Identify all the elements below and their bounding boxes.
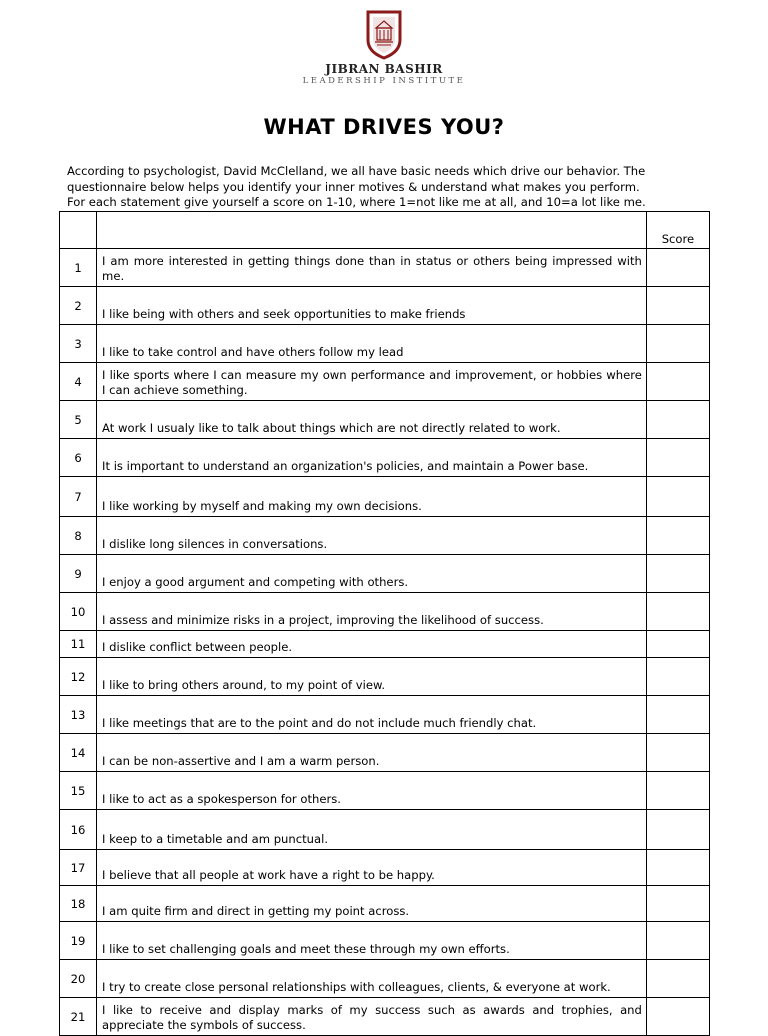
row-number: 3 xyxy=(60,325,97,363)
score-cell[interactable] xyxy=(646,631,709,658)
table-row xyxy=(60,960,710,998)
row-statement: I dislike long silences in conversations. xyxy=(97,517,647,555)
table-row xyxy=(60,658,710,696)
table-row xyxy=(60,249,710,287)
table-row xyxy=(60,325,710,363)
score-cell[interactable] xyxy=(646,772,709,810)
score-cell[interactable] xyxy=(646,363,709,401)
table-row xyxy=(60,810,710,850)
row-statement: It is important to understand an organization's policies, and maintain a Power base. xyxy=(97,439,647,477)
row-number: 10 xyxy=(60,593,97,631)
score-cell[interactable] xyxy=(646,998,709,1036)
row-statement: I like sports where I can measure my own performance and improvement, or hobbies where I can achieve something. xyxy=(97,363,647,401)
row-statement: I like to receive and display marks of my success such as awards and trophies, and appreciate the symbols of success. xyxy=(97,998,647,1036)
row-statement: I like to bring others around, to my point of view. xyxy=(97,658,647,696)
institute-logo xyxy=(0,10,768,86)
row-statement: I can be non-assertive and I am a warm person. xyxy=(97,734,647,772)
row-statement: At work I usualy like to talk about things which are not directly related to work. xyxy=(97,401,647,439)
score-cell[interactable] xyxy=(646,401,709,439)
row-statement: I enjoy a good argument and competing with others. xyxy=(97,555,647,593)
score-cell[interactable] xyxy=(646,287,709,325)
score-cell[interactable] xyxy=(646,555,709,593)
score-cell[interactable] xyxy=(646,850,709,886)
intro-line-1: According to psychologist, David McClelland, we all have basic needs which drive our behavior. The xyxy=(67,164,646,178)
table-row xyxy=(60,734,710,772)
table-row xyxy=(60,401,710,439)
row-number: 12 xyxy=(60,658,97,696)
score-cell[interactable] xyxy=(646,325,709,363)
score-header: Score xyxy=(646,212,709,249)
score-cell[interactable] xyxy=(646,477,709,517)
score-cell[interactable] xyxy=(646,960,709,998)
row-number: 5 xyxy=(60,401,97,439)
row-statement: I like working by myself and making my own decisions. xyxy=(97,477,647,517)
row-statement: I like to take control and have others follow my lead xyxy=(97,325,647,363)
row-number: 21 xyxy=(60,998,97,1036)
logo-name: JIBRAN BASHIR xyxy=(325,62,443,76)
row-statement: I believe that all people at work have a right to be happy. xyxy=(97,850,647,886)
table-row xyxy=(60,439,710,477)
score-cell[interactable] xyxy=(646,593,709,631)
row-number: 11 xyxy=(60,631,97,658)
row-number: 8 xyxy=(60,517,97,555)
intro-paragraph xyxy=(67,164,707,211)
score-cell[interactable] xyxy=(646,249,709,287)
row-number: 16 xyxy=(60,810,97,850)
score-cell[interactable] xyxy=(646,696,709,734)
score-cell[interactable] xyxy=(646,810,709,850)
score-cell[interactable] xyxy=(646,439,709,477)
row-statement: I dislike conflict between people. xyxy=(97,631,647,658)
intro-line-3: For each statement give yourself a score on 1-10, where 1=not like me at all, and 10=a lot like me. xyxy=(67,195,646,209)
crest-icon xyxy=(366,10,402,60)
table-row xyxy=(60,696,710,734)
row-statement: I like meetings that are to the point and do not include much friendly chat. xyxy=(97,696,647,734)
table-row xyxy=(60,772,710,810)
table-row xyxy=(60,517,710,555)
table-row xyxy=(60,477,710,517)
table-header-row xyxy=(60,212,710,249)
table-row xyxy=(60,631,710,658)
row-statement: I am more interested in getting things done than in status or others being impressed with me. xyxy=(97,249,647,287)
page-title: WHAT DRIVES YOU? xyxy=(263,115,505,139)
table-row xyxy=(60,850,710,886)
score-cell[interactable] xyxy=(646,922,709,960)
table-row xyxy=(60,363,710,401)
table-row xyxy=(60,922,710,960)
row-number: 6 xyxy=(60,439,97,477)
header-statement-cell xyxy=(97,212,647,249)
score-cell[interactable] xyxy=(646,517,709,555)
row-number: 17 xyxy=(60,850,97,886)
score-cell[interactable] xyxy=(646,658,709,696)
questionnaire-table xyxy=(59,211,710,1036)
score-cell[interactable] xyxy=(646,886,709,922)
row-number: 18 xyxy=(60,886,97,922)
row-statement: I assess and minimize risks in a project, improving the likelihood of success. xyxy=(97,593,647,631)
row-number: 9 xyxy=(60,555,97,593)
header-num-cell xyxy=(60,212,97,249)
row-statement: I like to set challenging goals and meet these through my own efforts. xyxy=(97,922,647,960)
row-number: 2 xyxy=(60,287,97,325)
intro-line-2: questionnaire below helps you identify your inner motives & understand what makes you perform. xyxy=(67,179,640,194)
table-row xyxy=(60,593,710,631)
row-statement: I keep to a timetable and am punctual. xyxy=(97,810,647,850)
row-statement: I like to act as a spokesperson for others. xyxy=(97,772,647,810)
logo-subtitle: LEADERSHIP INSTITUTE xyxy=(302,76,466,86)
row-number: 13 xyxy=(60,696,97,734)
table-row xyxy=(60,998,710,1036)
row-number: 7 xyxy=(60,477,97,517)
row-statement: I like being with others and seek opportunities to make friends xyxy=(97,287,647,325)
score-cell[interactable] xyxy=(646,734,709,772)
row-statement: I try to create close personal relationships with colleagues, clients, & everyone at work. xyxy=(97,960,647,998)
row-number: 20 xyxy=(60,960,97,998)
row-statement: I am quite firm and direct in getting my point across. xyxy=(97,886,647,922)
table-row xyxy=(60,555,710,593)
table-row xyxy=(60,886,710,922)
row-number: 14 xyxy=(60,734,97,772)
row-number: 19 xyxy=(60,922,97,960)
row-number: 15 xyxy=(60,772,97,810)
row-number: 4 xyxy=(60,363,97,401)
row-number: 1 xyxy=(60,249,97,287)
table-row xyxy=(60,287,710,325)
